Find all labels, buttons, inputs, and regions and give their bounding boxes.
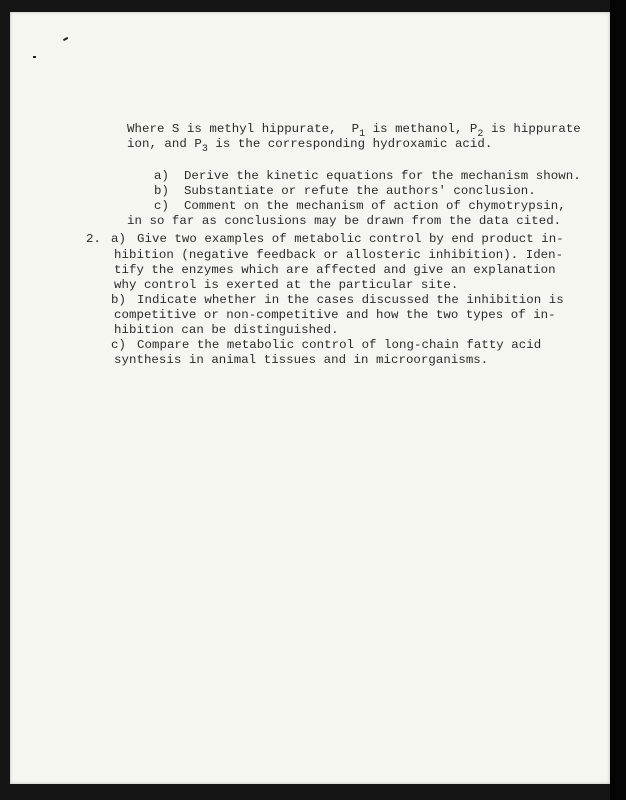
q2-a-line: why control is exerted at the particular site. — [114, 278, 459, 292]
q1-continuation: in so far as conclusions may be drawn from the data cited. — [127, 214, 562, 228]
q2-c-label: c) — [111, 338, 126, 352]
q1-part-b: b) Substantiate or refute the authors' conclusion. — [154, 184, 536, 198]
q2-a-label: a) — [111, 232, 126, 246]
stray-mark — [63, 37, 68, 41]
scan-border — [610, 0, 626, 800]
q1-part-a: a) Derive the kinetic equations for the mechanism shown. — [154, 169, 581, 183]
q2-c-line: Compare the metabolic control of long-chain fatty acid — [137, 338, 542, 352]
q2-number: 2. — [86, 232, 101, 246]
intro-line-1: Where S is methyl hippurate, $P_1$ is methanol, $P_2$ is hippurate — [127, 122, 581, 140]
stray-mark — [33, 56, 36, 58]
intro-line-2: ion, and $P_3$ is the corresponding hydroxamic acid. — [127, 137, 493, 155]
q2-b-line: hibition can be distinguished. — [114, 323, 339, 337]
q2-b-label: b) — [111, 293, 126, 307]
q1-part-c: c) Comment on the mechanism of action of chymotrypsin, — [154, 199, 566, 213]
q2-a-line: hibition (negative feedback or allosteric inhibition). Iden- — [114, 248, 564, 262]
q2-b-line: Indicate whether in the cases discussed the inhibition is — [137, 293, 564, 307]
document-page — [10, 12, 610, 784]
q2-c-line: synthesis in animal tissues and in microorganisms. — [114, 353, 489, 367]
q2-a-line: tify the enzymes which are affected and give an explanation — [114, 263, 556, 277]
q2-a-line: Give two examples of metabolic control by end product in- — [137, 232, 564, 246]
q2-b-line: competitive or non-competitive and how the two types of in- — [114, 308, 556, 322]
